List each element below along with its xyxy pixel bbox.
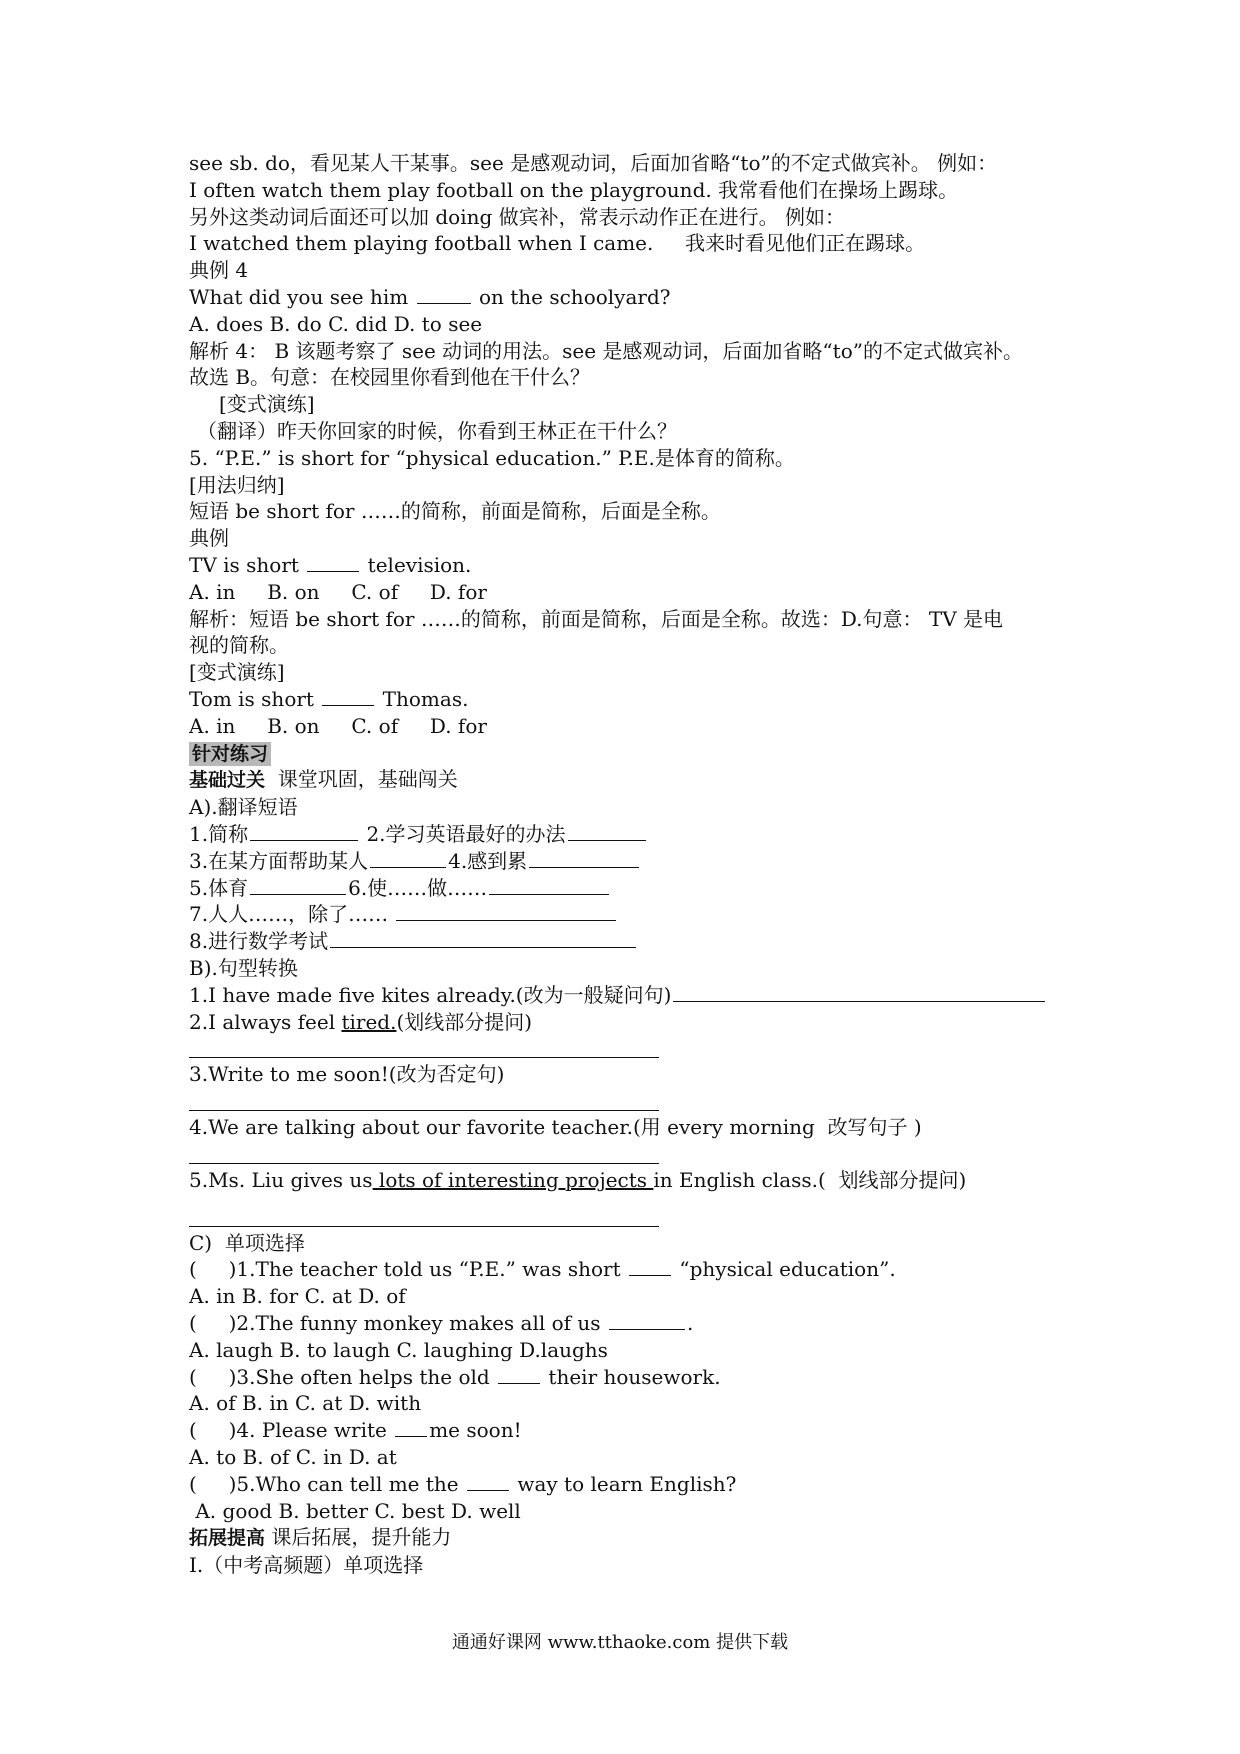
practice-heading-line [189,740,1069,767]
text-line: I often watch them play football on the playground. 我常看他们在操场上踢球。 [189,177,959,202]
question-text: ( )2.The funny monkey makes all of us [189,1311,601,1336]
question-text: TV is short [189,552,299,577]
exercise-line [189,1009,1069,1036]
subsection-text: 课后拓展，提升能力 [265,1525,452,1550]
text-line: I watched them playing football when I came. 我来时看见他们正在踢球。 [189,231,926,256]
question-text: me soon! [429,1418,522,1443]
example-heading: 典例 [189,526,229,551]
answer-blank [609,1311,685,1330]
exercise-line [189,848,1069,875]
answer-blank [395,1418,427,1437]
exercise-line: 3.Write to me soon!(改为否定句) [189,1062,505,1087]
answer-blank [250,822,358,841]
section-heading: [变式演练] [189,660,285,685]
exercise-text: 7.人人……，除了…… [189,902,389,927]
text-line: （翻译）昨天你回家的时候，你看到王林正在干什么？ [197,418,677,443]
answer-blank [396,902,616,921]
question-text: What did you see him [189,284,409,309]
answer-blank [322,687,374,706]
options-line: A. does B. do C. did D. to see [189,311,483,336]
part-heading: C) 单项选择 [189,1230,305,1255]
exercise-line [189,1167,1069,1194]
exercise-text: 1.简称 [189,821,249,846]
text-line: 故选 B。句意：在校园里你看到他在干什么？ [189,365,591,390]
question-text: ( )5.Who can tell me the [189,1471,459,1496]
mcq-question [189,1310,1069,1337]
subsection-text: 课堂巩固，基础闯关 [265,767,458,792]
exercise-line [189,875,1069,902]
exercise-line [189,901,1069,928]
text-line: 解析 4： B 该题考察了 see 动词的用法。see 是感观动词，后面加省略“to”的不定式做宾补。 [189,338,1023,363]
question-text: way to learn English? [517,1471,737,1496]
section-heading: [变式演练] [219,392,315,417]
answer-blank [330,929,636,948]
text-line: 视的简称。 [189,633,289,658]
part-heading: B).句型转换 [189,955,298,980]
subsection-label: 拓展提高 [189,1527,266,1550]
practice-heading: 针对练习 [189,742,271,766]
answer-line [189,1194,1069,1230]
answer-blank [370,849,446,868]
subsection-label: 基础过关 [189,769,266,792]
underlined-text: tired. [341,1009,397,1034]
answer-blank [417,285,471,304]
exercise-text: 3.在某方面帮助某人 [189,848,369,873]
answer-blank [467,1472,509,1491]
exercise-line: 4.We are talking about our favorite teacher.(用 every morning 改写句子 ) [189,1115,922,1140]
options-line: A. to B. of C. in D. at [189,1445,397,1470]
subsection-line [189,766,1069,794]
options-line: A. good B. better C. best D. well [189,1498,521,1523]
options-line: A. laugh B. to laugh C. laughing D.laughs [189,1337,608,1362]
exercise-text: 6.使……做…… [348,875,488,900]
exercise-line [189,821,1069,848]
exercise-text: 5.体育 [189,875,249,900]
exercise-text: 1.I have made five kites already.(改为一般疑问句) [189,982,672,1007]
answer-blank [529,849,639,868]
options-line: A. in B. on C. of D. for [189,713,487,738]
answer-line [189,1141,1069,1167]
exercise-text: 2.学习英语最好的办法 [366,821,566,846]
question-text: Thomas. [382,686,469,711]
options-line: A. in B. on C. of D. for [189,579,487,604]
question-text: ( )4. Please write [189,1418,387,1443]
text-line: 解析：短语 be short for ……的简称，前面是简称，后面是全称。故选：D.句意： TV 是电 [189,606,1004,631]
exercise-text: (划线部分提问) [396,1009,533,1034]
mcq-question [189,1256,1069,1283]
text-line: 另外这类动词后面还可以加 doing 做宾补，常表示动作正在进行。 例如： [189,204,845,229]
exercise-line [189,928,1069,955]
mcq-question [189,1364,1069,1391]
part-heading: A).翻译短语 [189,795,298,820]
mcq-question [189,1417,1069,1444]
text-line: see sb. do，看见某人干某事。see 是感观动词，后面加省略“to”的不定式做宾补。 例如： [189,151,998,175]
exercise-text: 4.感到累 [448,848,528,873]
answer-blank [307,553,359,572]
subsection-line [189,1524,1069,1552]
part-heading: I.（中考高频题）单项选择 [189,1553,424,1578]
options-line: A. of B. in C. at D. with [189,1391,422,1416]
answer-line [189,1088,1069,1114]
exercise-line [189,982,1069,1009]
answer-blank [250,876,346,895]
answer-blank [568,822,646,841]
question-text: Tom is short [189,686,314,711]
underlined-text: lots of interesting projects [372,1167,654,1192]
question-text: . [686,1311,694,1336]
question-line [189,552,1069,579]
options-line: A. in B. for C. at D. of [189,1284,406,1309]
exercise-text: 2.I always feel [189,1009,342,1034]
page-footer: 通通好课网 www.tthaoke.com 提供下载 [451,1632,789,1653]
answer-blank [629,1257,671,1276]
exercise-text: 8.进行数学考试 [189,929,329,954]
question-line [189,284,1069,311]
answer-blank [673,983,1045,1002]
content-column [189,150,1069,1579]
question-text: their housework. [548,1364,721,1389]
exercise-text: 5.Ms. Liu gives us [189,1167,373,1192]
section-heading: [用法归纳] [189,472,285,497]
mcq-question [189,1471,1069,1498]
exercise-text: in English class.( 划线部分提问) [653,1167,967,1192]
question-text: ( )3.She often helps the old [189,1364,490,1389]
text-line: 短语 be short for ……的简称，前面是简称，后面是全称。 [189,499,721,524]
question-text: ( )1.The teacher told us “P.E.” was short [189,1257,621,1282]
example-heading: 典例 4 [189,258,249,283]
answer-blank [498,1365,540,1384]
text-line: 5. “P.E.” is short for “physical education.” P.E.是体育的简称。 [189,445,795,470]
answer-blank [489,876,609,895]
question-text: on the schoolyard? [478,284,671,309]
question-text: television. [367,552,472,577]
question-text: “physical education”. [679,1257,896,1282]
question-line [189,686,1069,713]
answer-line [189,1035,1069,1061]
